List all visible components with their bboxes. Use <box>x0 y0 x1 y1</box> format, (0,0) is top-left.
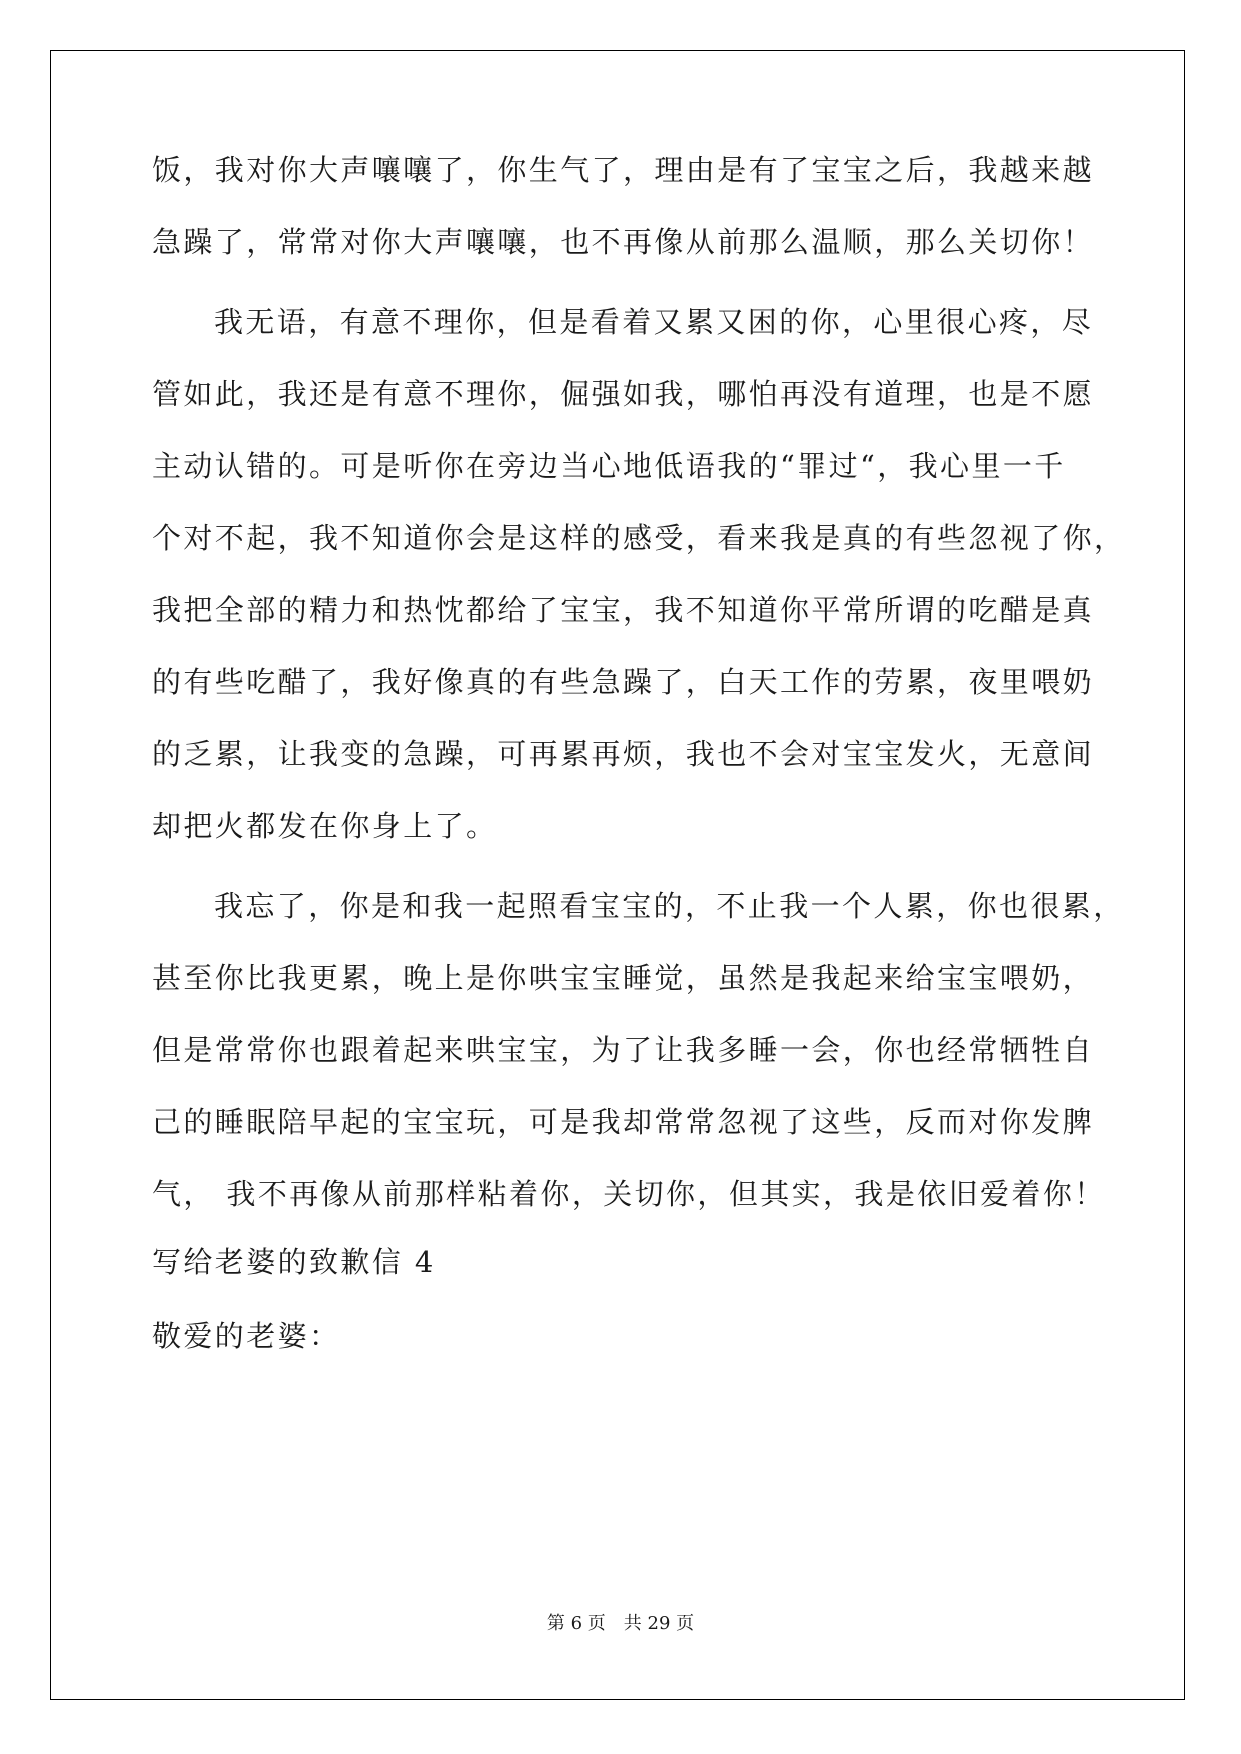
text-line: 饭，我对你大声嚷嚷了，你生气了，理由是有了宝宝之后，我越来越 <box>152 153 1095 187</box>
text-line: 却把火都发在你身上了。 <box>152 809 498 843</box>
paragraph-start-line: 我无语，有意不理你，但是看着又累又困的你，心里很心疼，尽 <box>214 305 1094 339</box>
page-number: 第 6 页 <box>546 1613 606 1634</box>
text-line: 但是常常你也跟着起来哄宝宝，为了让我多睡一会，你也经常牺牲自 <box>152 1033 1095 1067</box>
section-heading: 写给老婆的致歉信 4 <box>152 1245 436 1279</box>
salutation: 敬爱的老婆： <box>152 1319 341 1353</box>
text-line: 的有些吃醋了，我好像真的有些急躁了，白天工作的劳累，夜里喂奶 <box>152 665 1095 699</box>
text-line: 主动认错的。可是听你在旁边当心地低语我的“罪过“，我心里一千 <box>152 449 1066 483</box>
text-line: 己的睡眠陪早起的宝宝玩，可是我却常常忽视了这些，反而对你发脾 <box>152 1105 1095 1139</box>
text-line: 甚至你比我更累，晚上是你哄宝宝睡觉，虽然是我起来给宝宝喂奶， <box>152 961 1095 995</box>
page-footer <box>0 1612 1241 1636</box>
page-border <box>50 50 1185 1700</box>
text-line: 个对不起，我不知道你会是这样的感受，看来我是真的有些忽视了你， <box>152 521 1126 555</box>
text-line: 气， 我不再像从前那样粘着你，关切你，但其实，我是依旧爱着你！ <box>152 1177 1106 1211</box>
text-line: 急躁了，常常对你大声嚷嚷，也不再像从前那么温顺，那么关切你！ <box>152 225 1095 259</box>
text-line: 的乏累，让我变的急躁，可再累再烦，我也不会对宝宝发火，无意间 <box>152 737 1095 771</box>
text-line: 我把全部的精力和热忱都给了宝宝，我不知道你平常所谓的吃醋是真 <box>152 593 1095 627</box>
text-line: 管如此，我还是有意不理你，倔强如我，哪怕再没有道理，也是不愿 <box>152 377 1095 411</box>
paragraph-start-line: 我忘了，你是和我一起照看宝宝的，不止我一个人累，你也很累， <box>214 889 1125 923</box>
page-total: 共 29 页 <box>623 1613 695 1634</box>
